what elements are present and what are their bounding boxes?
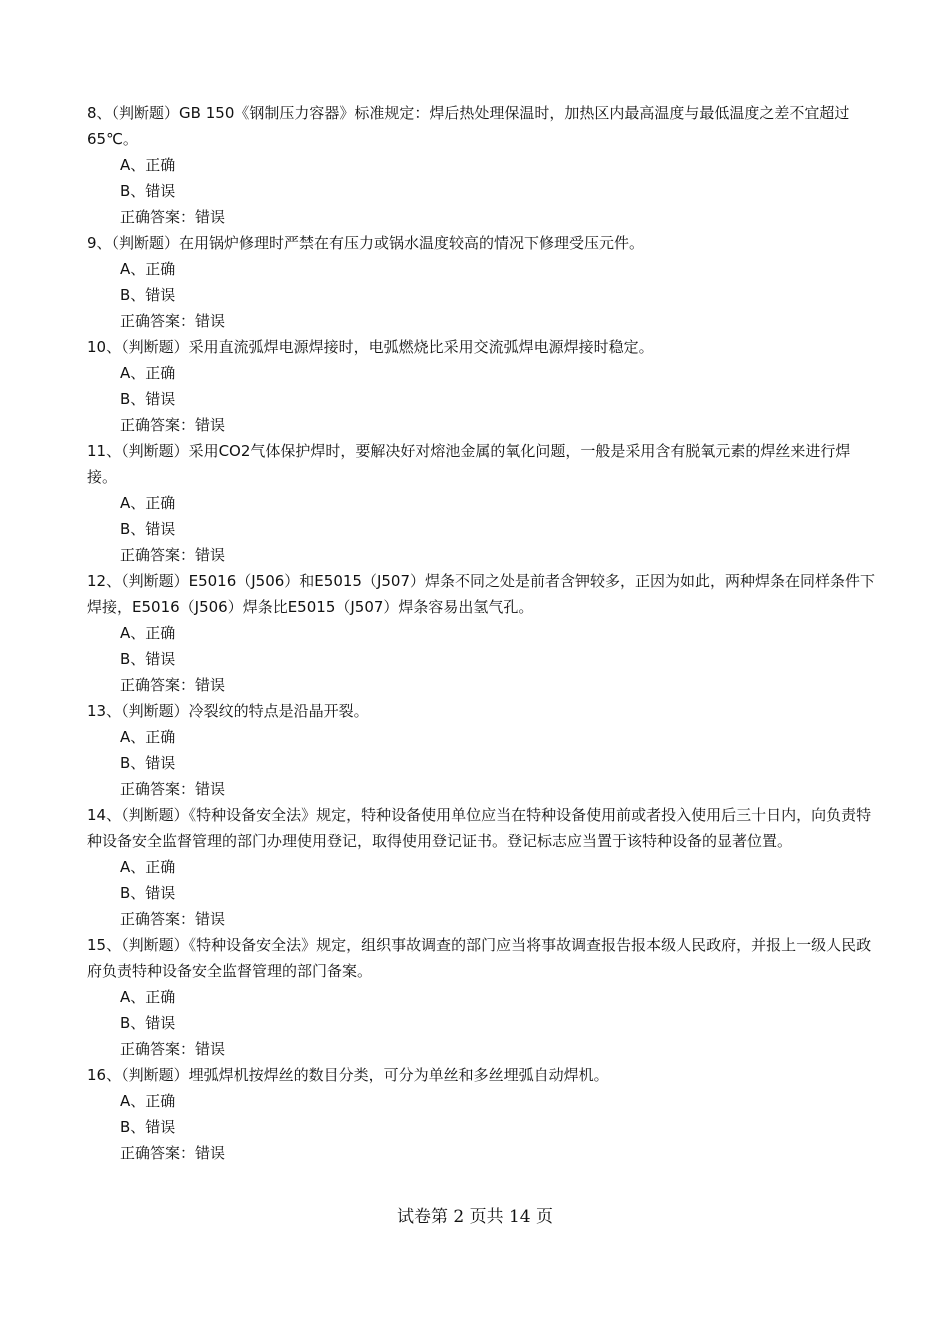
option-a: A、正确 [120,494,176,512]
option-b: B、错误 [120,520,176,538]
option-b: B、错误 [120,884,176,902]
question-item [87,1062,877,1166]
correct-answer: 正确答案：错误 [120,1040,226,1058]
option-b: B、错误 [120,286,176,304]
question-stem: 15、（判断题）《特种设备安全法》规定，组织事故调查的部门应当将事故调查报告报本级人民政府，并报上一级人民政府负责特种设备安全监督管理的部门备案。 [87,936,872,980]
correct-answer: 正确答案：错误 [120,1144,226,1162]
question-stem: 11、（判断题）采用CO2气体保护焊时，要解决好对熔池金属的氧化问题，一般是采用含有脱氧元素的焊丝来进行焊接。 [87,442,851,486]
option-a: A、正确 [120,1092,176,1110]
option-b: B、错误 [120,1118,176,1136]
correct-answer: 正确答案：错误 [120,676,226,694]
question-stem: 10、（判断题）采用直流弧焊电源焊接时，电弧燃烧比采用交流弧焊电源焊接时稳定。 [87,338,654,356]
option-a: A、正确 [120,156,176,174]
question-stem: 12、（判断题）E5016（J506）和E5015（J507）焊条不同之处是前者含钾较多，正因为如此，两种焊条在同样条件下焊接，E5016（J506）焊条比E5015（J507）焊条容易出氢气孔。 [87,572,876,616]
option-a: A、正确 [120,858,176,876]
question-list [87,100,877,1166]
question-item [87,230,877,334]
question-item [87,438,877,568]
correct-answer: 正确答案：错误 [120,208,226,226]
option-a: A、正确 [120,988,176,1006]
page-footer: 试卷第 2 页共 14 页 [396,1207,554,1227]
correct-answer: 正确答案：错误 [120,416,226,434]
option-a: A、正确 [120,260,176,278]
correct-answer: 正确答案：错误 [120,780,226,798]
option-a: A、正确 [120,728,176,746]
question-stem: 8、（判断题）GB 150《钢制压力容器》标准规定：焊后热处理保温时，加热区内最高温度与最低温度之差不宜超过65℃。 [87,104,850,148]
option-b: B、错误 [120,390,176,408]
question-stem: 14、（判断题）《特种设备安全法》规定，特种设备使用单位应当在特种设备使用前或者投入使用后三十日内，向负责特种设备安全监督管理的部门办理使用登记，取得使用登记证书。登记标志应当置于该特种设备的显著位置。 [87,806,872,850]
question-item [87,100,877,230]
option-b: B、错误 [120,182,176,200]
question-item [87,932,877,1062]
question-stem: 9、（判断题）在用锅炉修理时严禁在有压力或锅水温度较高的情况下修理受压元件。 [87,234,645,252]
correct-answer: 正确答案：错误 [120,312,226,330]
option-a: A、正确 [120,624,176,642]
correct-answer: 正确答案：错误 [120,910,226,928]
question-item [87,698,877,802]
correct-answer: 正确答案：错误 [120,546,226,564]
question-stem: 13、（判断题）冷裂纹的特点是沿晶开裂。 [87,702,369,720]
question-item [87,334,877,438]
question-item [87,568,877,698]
option-b: B、错误 [120,650,176,668]
option-b: B、错误 [120,1014,176,1032]
question-item [87,802,877,932]
option-b: B、错误 [120,754,176,772]
question-stem: 16、（判断题）埋弧焊机按焊丝的数目分类，可分为单丝和多丝埋弧自动焊机。 [87,1066,609,1084]
option-a: A、正确 [120,364,176,382]
